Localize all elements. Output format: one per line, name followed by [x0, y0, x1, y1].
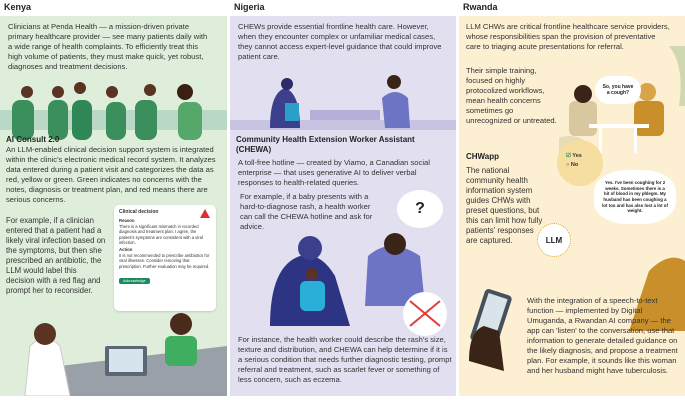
acknowledge-button[interactable]: Acknowledge: [119, 278, 150, 284]
yes-no-options: [557, 140, 603, 186]
yes-option[interactable]: [566, 152, 603, 161]
ai-consult-description: An LLM-enabled clinical decision support system is integrated within the clinic's electronic medical record system. It analyzes data entered during a patient visit and categorizes the data as red, yellow or green. Green indicates no concerns with the notes, diagnosis or treatment plan, and red means there are serious concerns.: [6, 145, 216, 204]
no-option[interactable]: [566, 161, 603, 170]
clinical-decision-card: [114, 205, 216, 311]
action-text: It is not recommended to prescribe antibiotics for viral illnesses. Consider removing that prescription. Further evaluation may be required.: [119, 253, 210, 269]
nigeria-column: [230, 0, 456, 400]
rwanda-column: [459, 0, 685, 400]
chwapp-title: CHWapp: [466, 152, 500, 161]
llm-badge: LLM: [537, 223, 571, 257]
rwanda-integration: With the integration of a speech-to-text function — implemented by Digital Umuganda, a Rwandan AI company — the app can 'listen' to the conversation, use that information to generate detailed guidance on the likely diagnosis, and propose a treatment plan. For example, it sounds like this woman and her husband might have tuberculosis.: [527, 296, 678, 375]
chewa-title: Community Health Extension Worker Assistant (CHEWA): [236, 135, 415, 154]
nigeria-panel: [230, 16, 456, 396]
ai-consult-title: AI Consult 2.0: [6, 135, 60, 144]
question-speech-bubble: So, you have a cough?: [595, 76, 641, 104]
clinician-laptop-illustration: [0, 306, 227, 396]
question-bubble: ?: [397, 190, 443, 228]
chewa-description: A toll-free hotline — created by Viamo, a Canadian social enterprise — that uses generative AI to deliver verbal responses to health-related queries.: [238, 158, 430, 187]
nigeria-example: For example, if a baby presents with a hard-to-diagnose rash, a health worker can call the CHEWA hotline and ask for advice.: [240, 192, 373, 231]
card-title: Clinical decision: [119, 209, 159, 215]
checkbox-checked-icon: ☑: [566, 153, 571, 159]
rwanda-training: Their simple training, focused on highly protocolized workflows, mean health concerns sometimes go unrecognized or untreated.: [466, 66, 557, 125]
action-label: Action: [119, 247, 133, 253]
rwanda-panel: [459, 16, 685, 396]
rwanda-heading: Rwanda: [463, 2, 498, 12]
kenya-panel: [0, 16, 227, 396]
health-worker-phone-illustration: [260, 226, 456, 336]
warning-icon: [200, 209, 210, 218]
reason-text: There is a significant mismatch in recorded diagnosis and treatment plan. I agree, the patient's symptoms are consistent with a viral infection.: [119, 224, 203, 245]
patient-speech-bubble: Yes. I've been coughing for 2 weeks. Sometimes there is a bit of blood in my phlegm. My husband has been coughing a lot too and has also lost a lot of weight.: [594, 170, 676, 224]
rwanda-intro: LLM CHWs are critical frontline healthcare service providers, whose responsibilities span the provision of preventative care to triaging acute presentations for referral.: [466, 22, 670, 51]
reason-label: Reason: [119, 218, 135, 223]
yes-label: Yes: [572, 153, 582, 159]
nigeria-intro: CHEWs provide essential frontline health care. However, when they encounter complex or unfamiliar medical cases, they cannot access expert-level guidance that could improve patient care.: [238, 22, 442, 61]
no-label: No: [570, 162, 579, 168]
nigeria-heading: Nigeria: [234, 2, 265, 12]
radio-icon: ○: [566, 162, 570, 168]
kenya-intro: Clinicians at Penda Health — a mission-driven private primary healthcare provider — see many patients daily with a wide range of health complaints. To efficiently treat this high volume of patients, they must make quick, yet robust, diagnoses and treatment decisions.: [8, 22, 208, 71]
kenya-column: [0, 0, 227, 400]
nigeria-followup: For instance, the health worker could describe the rash's size, texture and distribution, and CHEWA can help determine if it is a serious condition that needs further diagnostic testing, prompt referral and treatment, such as scarlet fever or something of less concern, such as eczema.: [238, 335, 452, 384]
kenya-example: For example, if a clinician entered that a patient had a likely viral infection based on the symptoms, but then she prescribed an antibiotic, the LLM would label this decision with a red flag and prompt her to reconsider.: [6, 216, 106, 295]
clinic-consultation-illustration: [230, 68, 456, 130]
chwapp-description: The national community health information system guides CHWs with preset questions, but this can limit how fully patients' responses are captured.: [466, 166, 543, 245]
kenya-heading: Kenya: [4, 2, 32, 12]
